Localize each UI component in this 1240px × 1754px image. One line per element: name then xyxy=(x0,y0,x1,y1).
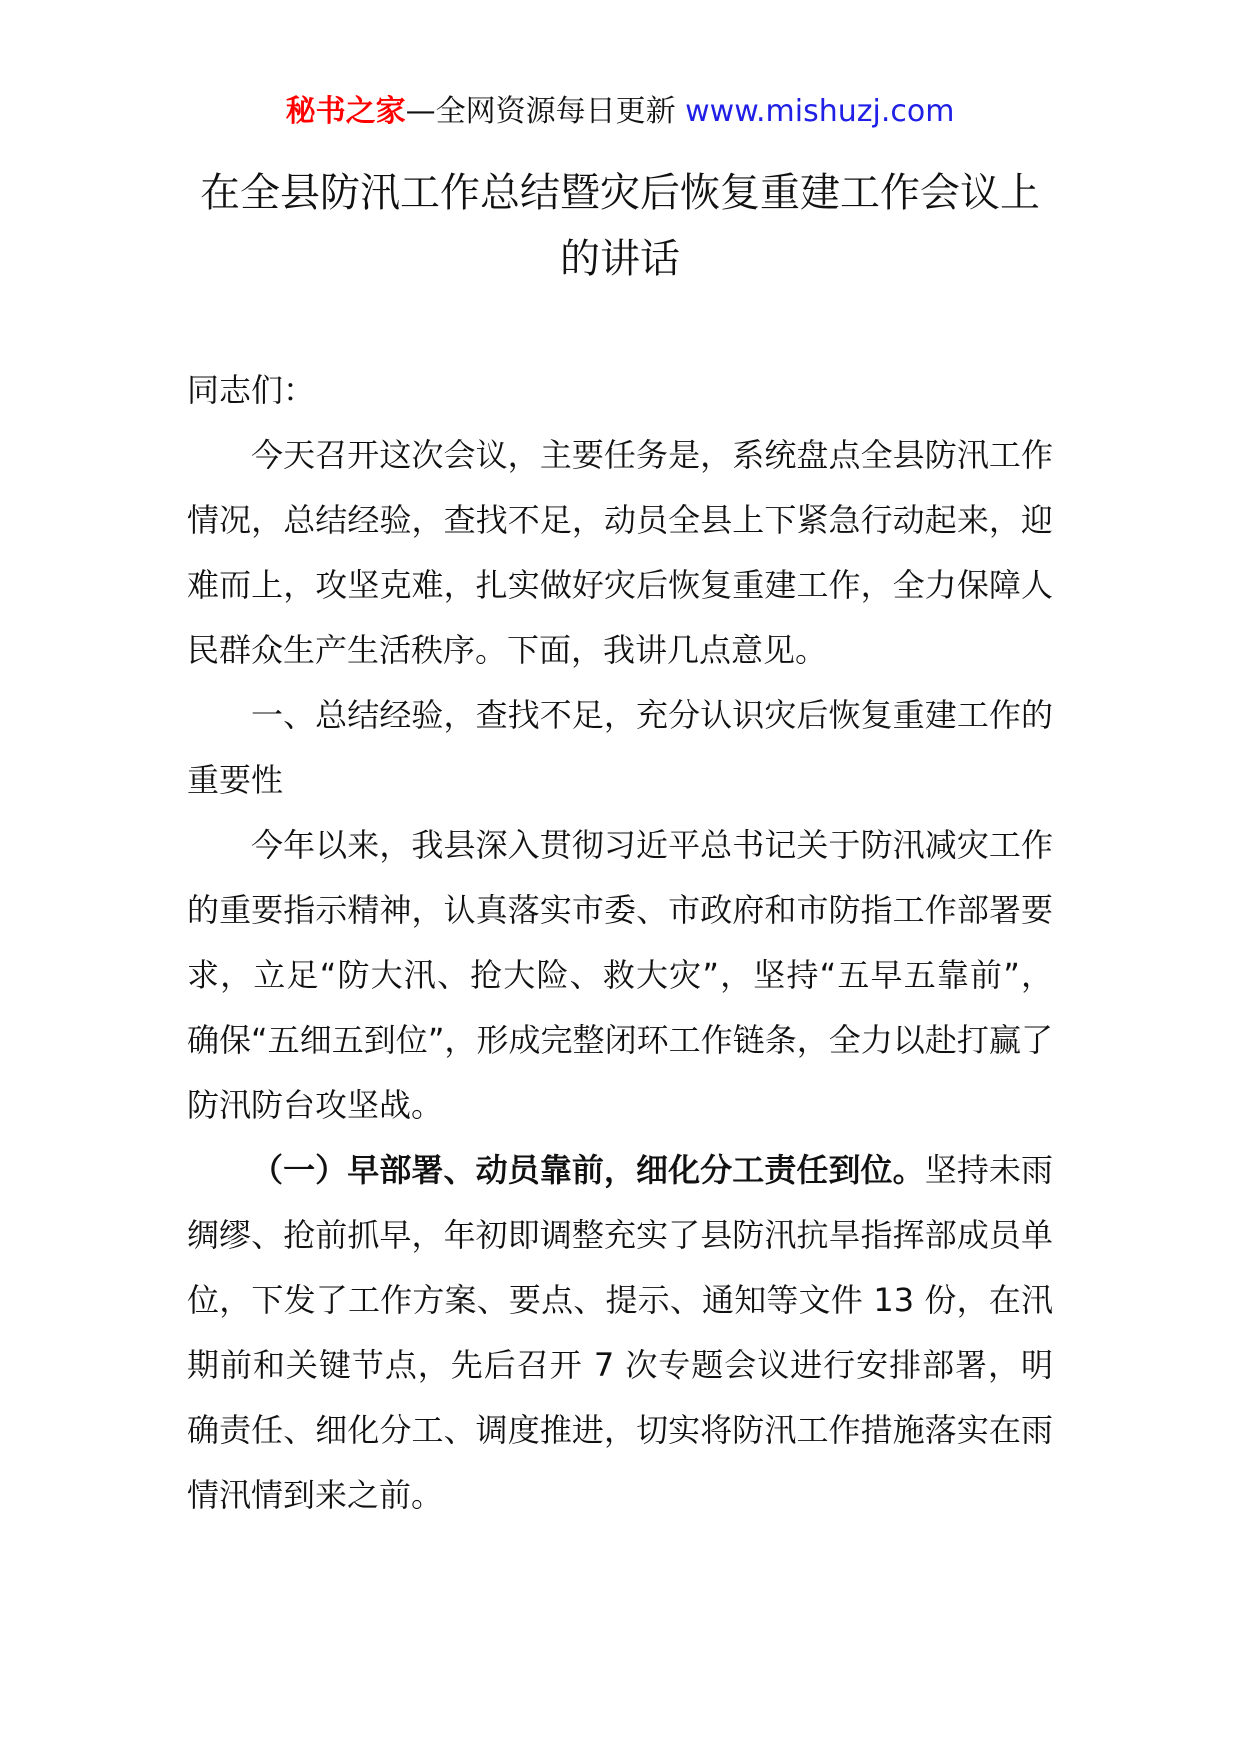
section-1-paragraph: 今年以来，我县深入贯彻习近平总书记关于防汛减灾工作的重要指示精神，认真落实市委、市政府和市防指工作部署要求，立足“防大汛、抢大险、救大灾”，坚持“五早五靠前”，确保“五细五到位”，形成完整闭环工作链条，全力以赴打赢了防汛防台攻坚战。 xyxy=(187,826,1053,1124)
document-body xyxy=(187,358,1053,1528)
section-1-heading: 一、总结经验，查找不足，充分认识灾后恢复重建工作的重要性 xyxy=(187,696,1053,799)
item-1-body: 坚持未雨绸缪、抢前抓早，年初即调整充实了县防汛抗旱指挥部成员单位，下发了工作方案、要点、提示、通知等文件 13 份，在汛期前和关键节点，先后召开 7 次专题会议进行安排部署，明确责任、细化分工、调度推进，切实将防汛工作措施落实在雨情汛情到来之前。 xyxy=(187,1151,1053,1514)
banner-tagline: —全网资源每日更新 xyxy=(405,94,686,129)
intro-paragraph: 今天召开这次会议，主要任务是，系统盘点全县防汛工作情况，总结经验，查找不足，动员全县上下紧急行动起来，迎难而上，攻坚克难，扎实做好灾后恢复重建工作，全力保障人民群众生产生活秩序。下面，我讲几点意见。 xyxy=(187,436,1053,669)
site-banner xyxy=(0,92,1240,132)
salutation: 同志们： xyxy=(187,371,316,409)
site-url-link[interactable]: www.mishuzj.com xyxy=(685,94,955,129)
item-1-paragraph xyxy=(187,1138,1053,1528)
item-1-lead: （一）早部署、动员靠前，细化分工责任到位。 xyxy=(251,1151,925,1189)
document-title: 在全县防汛工作总结暨灾后恢复重建工作会议上的讲话 xyxy=(200,170,1040,282)
brand-name: 秘书之家 xyxy=(285,94,406,129)
